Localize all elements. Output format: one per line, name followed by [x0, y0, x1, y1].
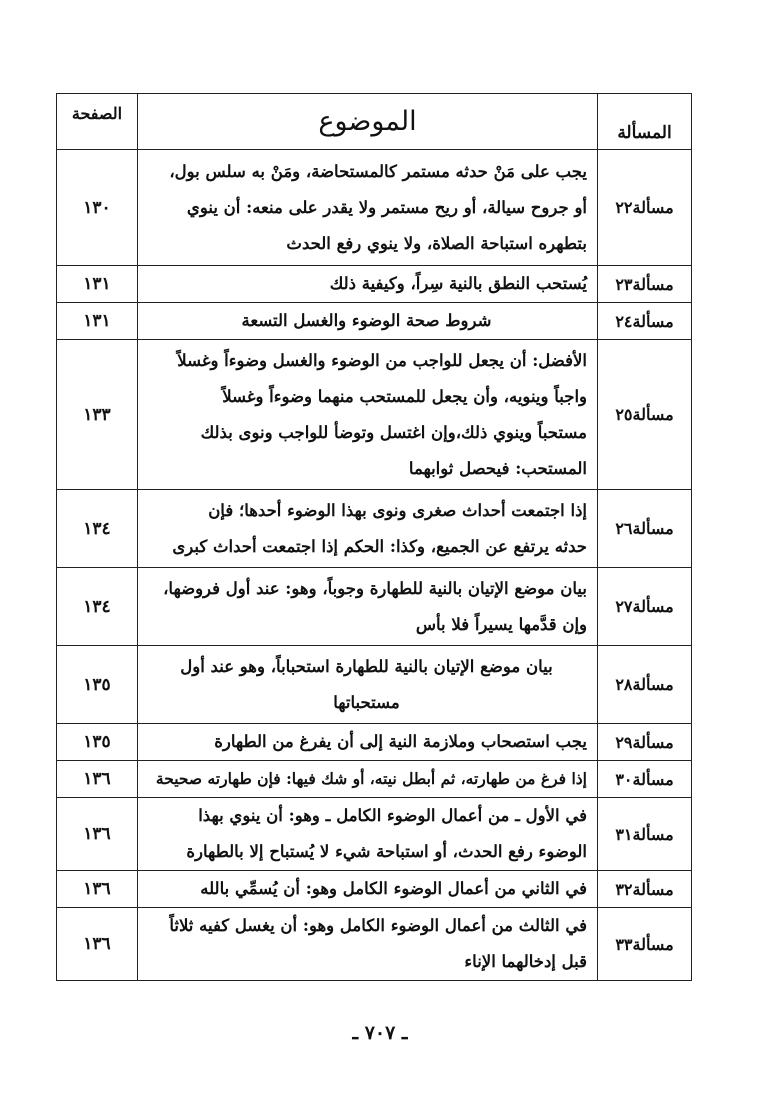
table-body — [57, 150, 692, 981]
page-cell: ١٣٦ — [57, 761, 138, 798]
table-row — [57, 761, 692, 798]
table-row — [57, 908, 692, 981]
topic-line: الوضوء رفع الحدث، أو استباحة شيء لا يُستباح إلا بالطهارة — [186, 842, 587, 861]
topic-line: وإن قدَّمها يسيراً فلا بأس — [415, 614, 587, 634]
header-topic: الموضوع — [138, 94, 598, 150]
topic-cell — [138, 761, 598, 798]
topic-cell — [138, 871, 598, 908]
topic-cell — [138, 724, 598, 761]
table-row — [57, 340, 692, 490]
table-row — [57, 150, 692, 266]
page-cell: ١٣١ — [57, 303, 138, 340]
topic-line: يجب استصحاب وملازمة النية إلى أن يفرغ من الطهارة — [214, 732, 587, 751]
masala-cell: مسألة٣١ — [598, 798, 692, 871]
topic-line: أو جروح سيالة، أو ريح مستمر ولا يقدر على منعه: أن ينوي — [186, 197, 587, 217]
table-row — [57, 798, 692, 871]
topic-line: يجب على مَنْ حدثه مستمر كالمستحاضة، ومَنْ به سلس بول، — [169, 161, 587, 181]
table-row — [57, 266, 692, 303]
topic-line: يُستحب النطق بالنية سِراً، وكيفية ذلك — [329, 274, 587, 293]
page-cell: ١٣٦ — [57, 871, 138, 908]
topic-line: في الأول ـ من أعمال الوضوء الكامل ـ وهو: أن ينوي بهذا — [198, 806, 587, 825]
page-cell: ١٣٦ — [57, 798, 138, 871]
masala-cell: مسألة٣٠ — [598, 761, 692, 798]
topic-line: حدثه يرتفع عن الجميع، وكذا: الحكم إذا اجتمعت أحداث كبرى — [172, 536, 587, 556]
index-table — [56, 93, 692, 981]
topic-cell — [138, 490, 598, 568]
topic-line: إذا اجتمعت أحداث صغرى ونوى بهذا الوضوء أحدها؛ فإن — [208, 500, 587, 520]
topic-line: الأفضل: أن يجعل للواجب من الوضوء والغسل وضوءاً وغسلاً — [177, 350, 587, 370]
table-row — [57, 871, 692, 908]
page-cell: ١٣٦ — [57, 908, 138, 981]
topic-line: المستحب: فيحصل ثوابهما — [408, 458, 587, 478]
masala-cell: مسألة٣٣ — [598, 908, 692, 981]
topic-line: واجباً وينويه، وأن يجعل للمستحب منهما وضوءاً وغسلاً — [222, 386, 587, 406]
topic-line: بيان موضع الإتيان بالنية للطهارة وجوباً، وهو: عند أول فروضها، — [163, 578, 587, 598]
masala-cell: مسألة٢٧ — [598, 568, 692, 646]
page-cell: ١٣٥ — [57, 724, 138, 761]
header-masala: المسألة — [598, 94, 692, 150]
header-row — [57, 94, 692, 150]
topic-cell — [138, 303, 598, 340]
masala-cell: مسألة٢٩ — [598, 724, 692, 761]
header-page: الصفحة — [57, 94, 138, 150]
masala-cell: مسألة٢٨ — [598, 646, 692, 724]
topic-line: مستحباً وينوي ذلك،وإن اغتسل وتوضأ للواجب ونوى بذلك — [200, 422, 587, 442]
page-cell: ١٣٥ — [57, 646, 138, 724]
table-row — [57, 646, 692, 724]
topic-cell — [138, 646, 598, 724]
table-row — [57, 490, 692, 568]
topic-cell — [138, 266, 598, 303]
page-number: ـ ٧٠٧ ـ — [352, 1022, 408, 1044]
topic-cell — [138, 908, 598, 981]
topic-line: مستحباتها — [333, 692, 400, 712]
table-row — [57, 303, 692, 340]
table-row — [57, 568, 692, 646]
table-row — [57, 724, 692, 761]
masala-cell: مسألة٢٦ — [598, 490, 692, 568]
page-cell: ١٣٠ — [57, 150, 138, 266]
page-cell: ١٣٤ — [57, 490, 138, 568]
topic-line: بتطهره استباحة الصلاة، ولا ينوي رفع الحدث — [286, 233, 587, 253]
topic-line: شروط صحة الوضوء والغسل التسعة — [241, 311, 492, 330]
topic-cell — [138, 798, 598, 871]
topic-cell — [138, 568, 598, 646]
page-cell: ١٣٣ — [57, 340, 138, 490]
page-cell: ١٣١ — [57, 266, 138, 303]
topic-line: بيان موضع الإتيان بالنية للطهارة استحباباً، وهو عند أول — [180, 656, 553, 676]
topic-line: إذا فرغ من طهارته، ثم أبطل نيته، أو شك فيها: فإن طهارته صحيحة — [155, 769, 587, 788]
masala-cell: مسألة٣٢ — [598, 871, 692, 908]
masala-cell: مسألة٢٢ — [598, 150, 692, 266]
topic-cell — [138, 150, 598, 266]
page-cell: ١٣٤ — [57, 568, 138, 646]
topic-cell — [138, 340, 598, 490]
masala-cell: مسألة٢٥ — [598, 340, 692, 490]
masala-cell: مسألة٢٤ — [598, 303, 692, 340]
topic-line: قبل إدخالهما الإناء — [464, 952, 587, 971]
masala-cell: مسألة٢٣ — [598, 266, 692, 303]
topic-line: في الثالث من أعمال الوضوء الكامل وهو: أن يغسل كفيه ثلاثاً — [169, 916, 587, 935]
topic-line: في الثاني من أعمال الوضوء الكامل وهو: أن يُسمِّي بالله — [200, 879, 587, 898]
